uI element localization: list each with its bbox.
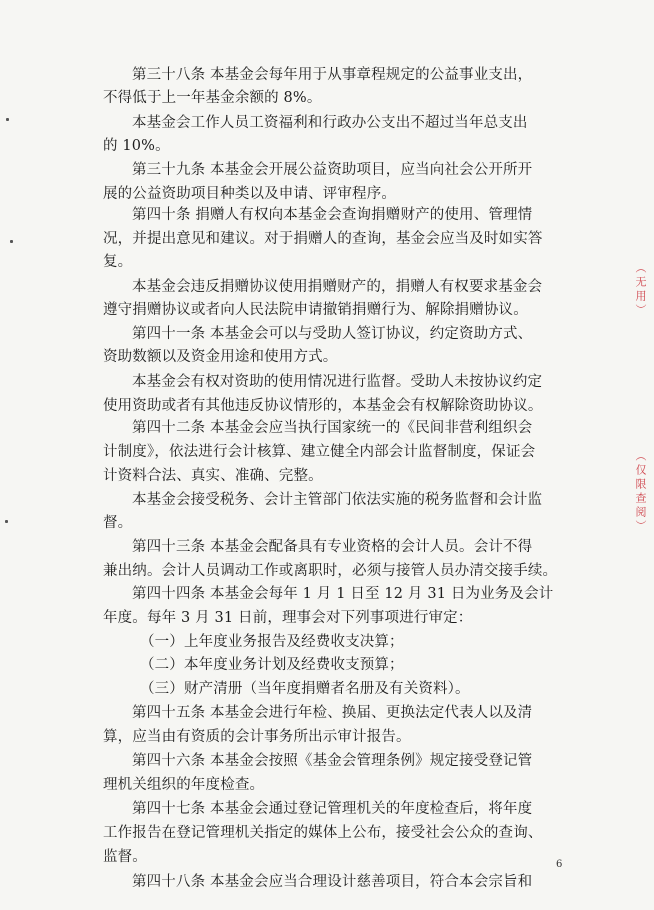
red-stamp: （无用） xyxy=(634,262,647,318)
list-item: （三）财产清册（当年度捐赠者名册及有关资料）。 xyxy=(140,681,470,697)
text-line: 使用资助或者有其他违反协议情形的，本基金会有权解除资助协议。 xyxy=(103,398,543,414)
text-line: 第四十条 捐赠人有权向本基金会查询捐赠财产的使用、管理情 xyxy=(132,207,533,223)
text-line: 第四十八条 本基金会应当合理设计慈善项目，符合本会宗旨和 xyxy=(132,874,533,890)
text-line: 资助数额以及资金用途和使用方式。 xyxy=(103,349,338,365)
text-line: 第三十九条 本基金会开展公益资助项目，应当向社会公开所开 xyxy=(132,162,533,178)
text-line: 第四十三条 本基金会配备具有专业资格的会计人员。会计不得 xyxy=(132,539,533,555)
text-line: 兼出纳。会计人员调动工作或离职时，必须与接管人员办清交接手续。 xyxy=(103,563,558,579)
text-line: 第四十六条 本基金会按照《基金会管理条例》规定接受登记管 xyxy=(132,753,533,769)
text-line: 本基金会有权对资助的使用情况进行监督。受助人未按协议约定 xyxy=(132,374,543,390)
scan-speck xyxy=(5,520,8,523)
text-line: 工作报告在登记管理机关指定的媒体上公布，接受社会公众的查询、 xyxy=(103,825,543,841)
text-line: 况，并提出意见和建议。对于捐赠人的查询，基金会应当及时如实答 xyxy=(103,231,543,247)
scan-speck xyxy=(6,118,9,121)
text-line: 第四十五条 本基金会进行年检、换届、更换法定代表人以及清 xyxy=(132,705,533,721)
text-line: 复。 xyxy=(103,254,133,270)
text-line: 不得低于上一年基金余额的 8%。 xyxy=(103,90,322,106)
text-line: 第四十七条 本基金会通过登记管理机关的年度检查后，将年度 xyxy=(132,801,533,817)
text-line: 第三十八条 本基金会每年用于从事章程规定的公益事业支出， xyxy=(132,67,533,83)
red-stamp: （仅限查阅） xyxy=(634,450,647,534)
text-line: 理机关组织的年度检查。 xyxy=(103,777,265,793)
text-line: 第四十二条 本基金会应当执行国家统一的《民间非营利组织会 xyxy=(132,420,533,436)
text-line: 展的公益资助项目种类以及申请、评审程序。 xyxy=(103,186,396,202)
text-line: 第四十四条 本基金会每年 1 月 1 日至 12 月 31 日为业务及会计 xyxy=(132,586,554,602)
text-line: 的 10%。 xyxy=(103,138,170,154)
scan-speck xyxy=(10,240,13,243)
text-line: 第四十一条 本基金会可以与受助人签订协议，约定资助方式、 xyxy=(132,326,533,342)
text-line: 计制度》，依法进行会计核算、建立健全内部会计监督制度，保证会 xyxy=(103,444,536,460)
list-item: （二）本年度业务计划及经费收支预算； xyxy=(140,657,404,673)
text-line: 督。 xyxy=(103,515,133,531)
text-line: 遵守捐赠协议或者向人民法院申请撤销捐赠行为、解除捐赠协议。 xyxy=(103,302,528,318)
list-item: （一）上年度业务报告及经费收支决算； xyxy=(140,634,404,650)
text-line: 年度。每年 3 月 31 日前，理事会对下列事项进行审定： xyxy=(103,610,473,626)
text-line: 本基金会接受税务、会计主管部门依法实施的税务监督和会计监 xyxy=(132,492,543,508)
page-number: 6 xyxy=(556,859,563,870)
text-line: 算，应当由有资质的会计事务所出示审计报告。 xyxy=(103,729,411,745)
text-line: 监督。 xyxy=(103,849,147,865)
text-line: 本基金会违反捐赠协议使用捐赠财产的，捐赠人有权要求基金会 xyxy=(132,279,543,295)
text-line: 本基金会工作人员工资福利和行政办公支出不超过当年总支出 xyxy=(132,115,528,131)
text-line: 计资料合法、真实、准确、完整。 xyxy=(103,468,323,484)
